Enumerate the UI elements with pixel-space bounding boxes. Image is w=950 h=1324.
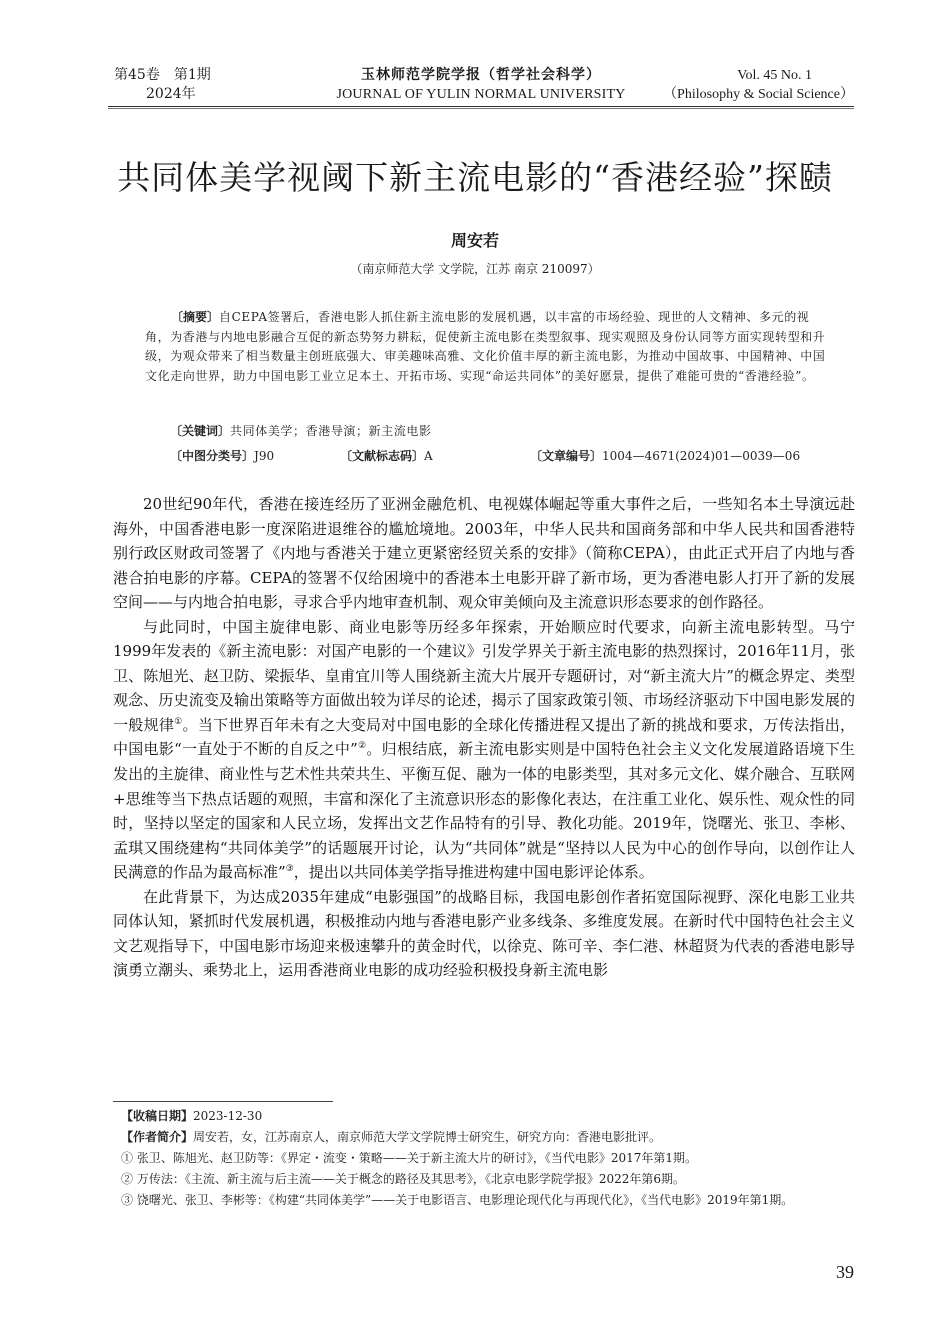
page-number: 39: [836, 1262, 854, 1282]
keywords: [170, 422, 432, 439]
keywords-text: 共同体美学；香港导演；新主流电影: [230, 424, 432, 438]
abstract-text: 自CEPA签署后，香港电影人抓住新主流电影的发展机遇，以丰富的市场经验、现世的人文精神、多元的视角，为香港与内地电影融合互促的新态势努力耕耘，促使新主流电影在类型叙事、现实观照及身份认同等方面实现转型和升级，为观众带来了相当数量主创班底强大、审美趣味高雅、文化价值丰厚的新主流电影，为推动中国故事、中国精神、中国文化走向世界，助力中国电影工业立足本土、开拓市场、实现“命运共同体”的美好愿景，提供了难能可贵的“香港经验”。: [145, 310, 826, 383]
journal-name-en: JOURNAL OF YULIN NORMAL UNIVERSITY: [336, 87, 626, 102]
header-rule: [108, 106, 854, 107]
author-bio: 【作者简介】周安若，女，江苏南京人，南京师范大学文学院博士研究生，研究方向：香港电影批评。: [121, 1130, 662, 1144]
received-date: 【收稿日期】2023-12-30: [121, 1109, 263, 1123]
running-header: [108, 66, 854, 106]
body-paragraph: 与此同时，中国主旋律电影、商业电影等历经多年探索，开始顺应时代要求，向新主流电影转型。马宁1999年发表的《新主流电影：对国产电影的一个建议》引发学界关于新主流电影的热烈探讨，2016年11月，张卫、陈旭光、赵卫防、梁振华、皇甫宜川等人围绕新主流大片展开专题研讨，对“新主流大片”的概念界定、类型观念、历史流变及输出策略等方面做出较为详尽的论述，揭示了国家政策引领、市场经济驱动下中国电影发展的一般规律①。当下世界百年未有之大变局对中国电影的全球化传播进程又提出了新的挑战和要求，万传法指出，中国电影“一直处于不断的自反之中”②。归根结底，新主流电影实则是中国特色社会主义文化发展道路语境下生发出的主旋律、商业性与艺术性共荣共生、平衡互促、融为一体的电影类型，其对多元文化、媒介融合、互联网+思维等当下热点话题的观照，丰富和深化了主流意识形态的影像化表达，在注重工业化、娱乐性、观众性的同时，坚持以坚定的国家和人民立场，发挥出文艺作品特有的引导、教化功能。2019年，饶曙光、张卫、李彬、孟琪又围绕建构“共同体美学”的话题展开讨论，认为“共同体”就是“坚持以人民为中心的创作导向，以创作让人民满意的作品为最高标准”③，提出以共同体美学指导推进构建中国电影评论体系。: [113, 617, 855, 882]
body-paragraph: 20世纪90年代，香港在接连经历了亚洲金融危机、电视媒体崛起等重大事件之后，一些知名本土导演远赴海外，中国香港电影一度深陷进退维谷的尴尬境地。2003年，中华人民共和国商务部和中华人民共和国香港特别行政区财政司签署了《内地与香港关于建立更紧密经贸关系的安排》（简称CEPA），由此正式开启了内地与香港合拍电影的序幕。CEPA的签署不仅给困境中的香港本土电影开辟了新市场，更为香港电影人打开了新的发展空间——与内地合拍电影，寻求合乎内地审查机制、观众审美倾向及主流意识形态要求的创作路径。: [113, 495, 855, 612]
footnote-rule: [113, 1101, 333, 1102]
abstract: [145, 308, 831, 386]
series-en: （Philosophy & Social Science）: [663, 87, 854, 102]
author-affiliation: （南京师范大学 文学院，江苏 南京 210097）: [350, 262, 600, 276]
header-rule-thin: [108, 108, 854, 109]
body-paragraph: 在此背景下，为达成2035年建成“电影强国”的战略目标，我国电影创作者拓宽国际视野、深化电影工业共同体认知，紧抓时代发展机遇，积极推动内地与香港电影产业多线条、多维度发展。在新时代中国特色社会主义文艺观指导下，中国电影市场迎来极速攀升的黄金时代，以徐克、陈可辛、李仁港、林超贤为代表的香港电影导演勇立潮头、乘势北上，运用香港商业电影的成功经验积极投身新主流电影: [113, 887, 855, 980]
footnote-2: ② 万传法：《主流、新主流与后主流——关于概念的路径及其思考》，《北京电影学院学报》2022年第6期。: [121, 1172, 685, 1186]
footnote-ref[interactable]: ①: [174, 716, 183, 727]
footnote-ref[interactable]: ②: [357, 741, 367, 752]
journal-name-cn: 玉林师范学院学报（哲学社会科学）: [361, 67, 601, 83]
volume-issue: 第45卷 第1期: [114, 67, 211, 83]
article-body: [113, 492, 855, 983]
footnote-3: ③ 饶曙光、张卫、李彬等：《构建“共同体美学”——关于电影语言、电影理论现代化与再现代化》，《当代电影》2019年第1期。: [121, 1193, 794, 1207]
year: 2024年: [146, 86, 196, 102]
author-name: 周安若: [450, 231, 499, 250]
article-title: 共同体美学视阈下新主流电影的“香港经验”探赜: [117, 158, 833, 197]
abstract-label: 〔摘要〕: [171, 310, 220, 324]
header-volume-en: [663, 66, 854, 104]
document-code: 〔文献标志码〕A: [340, 449, 433, 463]
article-number: 〔文章编号〕1004—4671(2024)01—0039—06: [530, 449, 801, 463]
clc-code: 〔中图分类号〕J90: [170, 449, 275, 463]
vol-en: Vol. 45 No. 1: [737, 68, 812, 83]
keywords-label: 〔关键词〕: [170, 424, 231, 438]
footnote-ref[interactable]: ③: [285, 864, 294, 875]
footnotes: [113, 1106, 858, 1211]
footnote-1: ① 张卫、陈旭光、赵卫防等：《界定・流变・策略——关于新主流大片的研讨》，《当代电影》2017年第1期。: [121, 1151, 697, 1165]
